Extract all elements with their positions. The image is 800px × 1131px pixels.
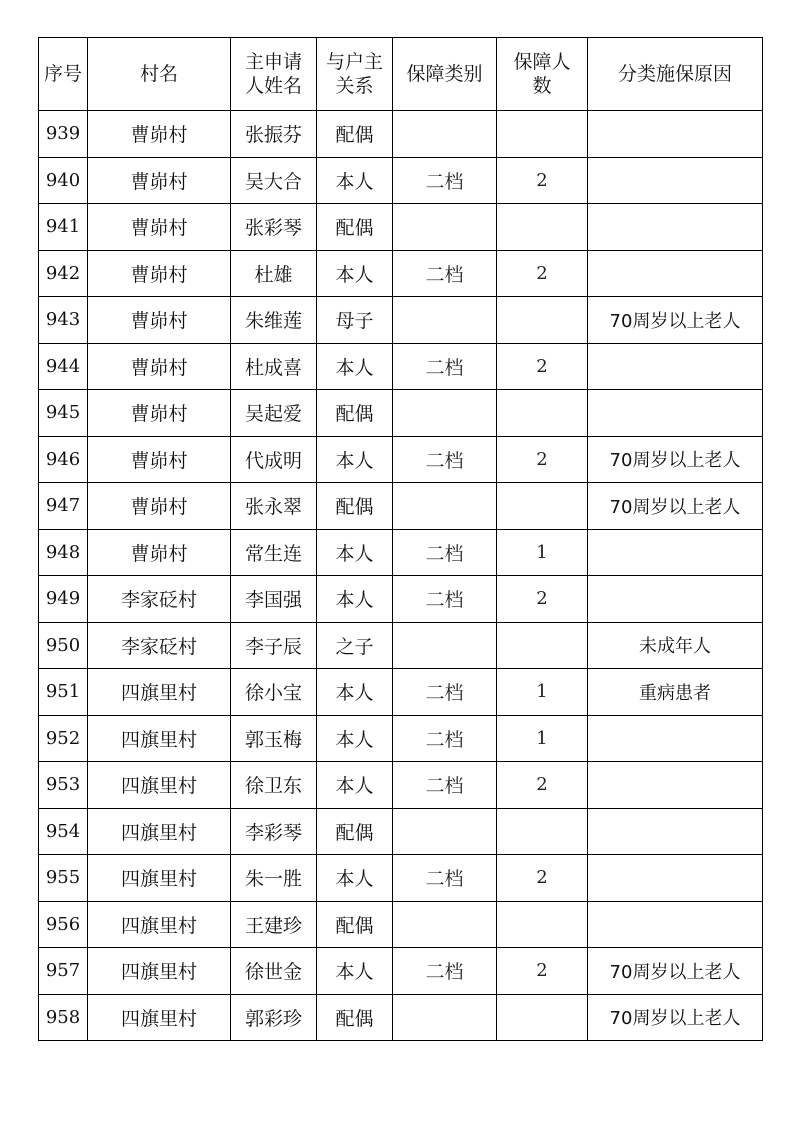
cell-reason bbox=[588, 529, 763, 576]
cell-reason bbox=[588, 157, 763, 204]
cell-no: 954 bbox=[39, 808, 88, 855]
cell-village: 曹峁村 bbox=[88, 529, 231, 576]
header-row bbox=[39, 38, 763, 111]
cell-count: 2 bbox=[497, 250, 588, 297]
table-row bbox=[39, 948, 763, 995]
cell-name: 张永翠 bbox=[231, 483, 317, 530]
cell-category: 二档 bbox=[393, 157, 497, 204]
cell-count bbox=[497, 204, 588, 251]
cell-category: 二档 bbox=[393, 948, 497, 995]
cell-no: 947 bbox=[39, 483, 88, 530]
cell-village: 李家砭村 bbox=[88, 622, 231, 669]
table-row bbox=[39, 529, 763, 576]
table-row bbox=[39, 436, 763, 483]
cell-category: 二档 bbox=[393, 576, 497, 623]
table-body bbox=[39, 111, 763, 1041]
cell-no: 943 bbox=[39, 297, 88, 344]
cell-village: 四旗里村 bbox=[88, 715, 231, 762]
cell-reason: 重病患者 bbox=[588, 669, 763, 716]
table-row bbox=[39, 483, 763, 530]
cell-village: 曹峁村 bbox=[88, 483, 231, 530]
cell-village: 四旗里村 bbox=[88, 762, 231, 809]
cell-village: 四旗里村 bbox=[88, 994, 231, 1041]
cell-name: 代成明 bbox=[231, 436, 317, 483]
header-applicant-name: 主申请 人姓名 bbox=[231, 38, 317, 111]
cell-category: 二档 bbox=[393, 529, 497, 576]
cell-no: 942 bbox=[39, 250, 88, 297]
cell-category bbox=[393, 622, 497, 669]
cell-category: 二档 bbox=[393, 715, 497, 762]
cell-name: 李国强 bbox=[231, 576, 317, 623]
cell-relation: 本人 bbox=[317, 343, 393, 390]
cell-no: 950 bbox=[39, 622, 88, 669]
cell-village: 曹峁村 bbox=[88, 111, 231, 158]
cell-relation: 本人 bbox=[317, 855, 393, 902]
cell-reason bbox=[588, 576, 763, 623]
cell-name: 张振芬 bbox=[231, 111, 317, 158]
cell-relation: 本人 bbox=[317, 529, 393, 576]
cell-relation: 本人 bbox=[317, 669, 393, 716]
cell-category bbox=[393, 994, 497, 1041]
cell-category bbox=[393, 297, 497, 344]
cell-count: 1 bbox=[497, 715, 588, 762]
cell-no: 946 bbox=[39, 436, 88, 483]
cell-reason: 70周岁以上老人 bbox=[588, 297, 763, 344]
cell-relation: 本人 bbox=[317, 948, 393, 995]
cell-count: 2 bbox=[497, 343, 588, 390]
cell-count: 2 bbox=[497, 157, 588, 204]
cell-reason bbox=[588, 715, 763, 762]
cell-no: 941 bbox=[39, 204, 88, 251]
table-row bbox=[39, 343, 763, 390]
cell-reason bbox=[588, 901, 763, 948]
header-reason: 分类施保原因 bbox=[588, 38, 763, 111]
cell-count bbox=[497, 483, 588, 530]
header-village: 村名 bbox=[88, 38, 231, 111]
cell-relation: 母子 bbox=[317, 297, 393, 344]
cell-no: 940 bbox=[39, 157, 88, 204]
cell-count bbox=[497, 994, 588, 1041]
cell-village: 曹峁村 bbox=[88, 250, 231, 297]
cell-village: 四旗里村 bbox=[88, 669, 231, 716]
header-no: 序号 bbox=[39, 38, 88, 111]
cell-reason: 70周岁以上老人 bbox=[588, 948, 763, 995]
cell-village: 曹峁村 bbox=[88, 343, 231, 390]
table-row bbox=[39, 157, 763, 204]
cell-relation: 本人 bbox=[317, 436, 393, 483]
cell-no: 958 bbox=[39, 994, 88, 1041]
table-header bbox=[39, 38, 763, 111]
cell-village: 四旗里村 bbox=[88, 808, 231, 855]
cell-reason: 70周岁以上老人 bbox=[588, 483, 763, 530]
cell-village: 曹峁村 bbox=[88, 297, 231, 344]
cell-village: 曹峁村 bbox=[88, 390, 231, 437]
cell-relation: 配偶 bbox=[317, 483, 393, 530]
table-row bbox=[39, 390, 763, 437]
cell-no: 944 bbox=[39, 343, 88, 390]
cell-category bbox=[393, 808, 497, 855]
cell-relation: 本人 bbox=[317, 157, 393, 204]
cell-reason bbox=[588, 204, 763, 251]
cell-reason: 70周岁以上老人 bbox=[588, 994, 763, 1041]
cell-reason bbox=[588, 343, 763, 390]
table-row bbox=[39, 994, 763, 1041]
cell-name: 王建珍 bbox=[231, 901, 317, 948]
cell-no: 945 bbox=[39, 390, 88, 437]
cell-relation: 本人 bbox=[317, 576, 393, 623]
household-roster-table bbox=[38, 37, 763, 1041]
table-row bbox=[39, 111, 763, 158]
table-row bbox=[39, 808, 763, 855]
cell-name: 徐世金 bbox=[231, 948, 317, 995]
cell-reason bbox=[588, 250, 763, 297]
cell-category bbox=[393, 111, 497, 158]
header-relation: 与户主 关系 bbox=[317, 38, 393, 111]
cell-name: 吴大合 bbox=[231, 157, 317, 204]
cell-category bbox=[393, 390, 497, 437]
cell-village: 曹峁村 bbox=[88, 436, 231, 483]
cell-category bbox=[393, 901, 497, 948]
cell-relation: 本人 bbox=[317, 715, 393, 762]
cell-reason bbox=[588, 808, 763, 855]
cell-name: 郭彩珍 bbox=[231, 994, 317, 1041]
cell-name: 杜成喜 bbox=[231, 343, 317, 390]
cell-no: 951 bbox=[39, 669, 88, 716]
cell-village: 曹峁村 bbox=[88, 204, 231, 251]
cell-reason: 未成年人 bbox=[588, 622, 763, 669]
cell-no: 939 bbox=[39, 111, 88, 158]
table-row bbox=[39, 669, 763, 716]
cell-count: 2 bbox=[497, 436, 588, 483]
cell-count bbox=[497, 297, 588, 344]
cell-village: 四旗里村 bbox=[88, 855, 231, 902]
cell-relation: 本人 bbox=[317, 250, 393, 297]
table-row bbox=[39, 622, 763, 669]
cell-name: 李彩琴 bbox=[231, 808, 317, 855]
cell-reason bbox=[588, 855, 763, 902]
cell-relation: 配偶 bbox=[317, 111, 393, 158]
cell-no: 953 bbox=[39, 762, 88, 809]
table-row bbox=[39, 576, 763, 623]
cell-count: 1 bbox=[497, 529, 588, 576]
table-row bbox=[39, 250, 763, 297]
cell-category bbox=[393, 483, 497, 530]
cell-reason: 70周岁以上老人 bbox=[588, 436, 763, 483]
cell-name: 常生连 bbox=[231, 529, 317, 576]
cell-relation: 之子 bbox=[317, 622, 393, 669]
table-row bbox=[39, 762, 763, 809]
cell-no: 955 bbox=[39, 855, 88, 902]
cell-count: 2 bbox=[497, 855, 588, 902]
cell-village: 李家砭村 bbox=[88, 576, 231, 623]
header-category: 保障类别 bbox=[393, 38, 497, 111]
cell-relation: 配偶 bbox=[317, 390, 393, 437]
cell-category: 二档 bbox=[393, 762, 497, 809]
cell-category: 二档 bbox=[393, 855, 497, 902]
cell-no: 949 bbox=[39, 576, 88, 623]
cell-name: 张彩琴 bbox=[231, 204, 317, 251]
cell-category: 二档 bbox=[393, 250, 497, 297]
cell-relation: 配偶 bbox=[317, 204, 393, 251]
cell-name: 郭玉梅 bbox=[231, 715, 317, 762]
cell-no: 948 bbox=[39, 529, 88, 576]
cell-category: 二档 bbox=[393, 343, 497, 390]
cell-relation: 配偶 bbox=[317, 808, 393, 855]
cell-relation: 配偶 bbox=[317, 994, 393, 1041]
table-row bbox=[39, 204, 763, 251]
cell-count bbox=[497, 390, 588, 437]
cell-count bbox=[497, 808, 588, 855]
cell-village: 四旗里村 bbox=[88, 948, 231, 995]
cell-reason bbox=[588, 111, 763, 158]
cell-reason bbox=[588, 390, 763, 437]
cell-count bbox=[497, 622, 588, 669]
cell-name: 朱维莲 bbox=[231, 297, 317, 344]
cell-count bbox=[497, 901, 588, 948]
table-row bbox=[39, 901, 763, 948]
header-count: 保障人 数 bbox=[497, 38, 588, 111]
cell-category: 二档 bbox=[393, 436, 497, 483]
cell-name: 杜雄 bbox=[231, 250, 317, 297]
cell-count: 1 bbox=[497, 669, 588, 716]
cell-village: 四旗里村 bbox=[88, 901, 231, 948]
cell-category bbox=[393, 204, 497, 251]
cell-count: 2 bbox=[497, 576, 588, 623]
cell-name: 朱一胜 bbox=[231, 855, 317, 902]
table-row bbox=[39, 855, 763, 902]
cell-name: 徐小宝 bbox=[231, 669, 317, 716]
cell-no: 956 bbox=[39, 901, 88, 948]
table-row bbox=[39, 715, 763, 762]
cell-category: 二档 bbox=[393, 669, 497, 716]
cell-village: 曹峁村 bbox=[88, 157, 231, 204]
cell-count bbox=[497, 111, 588, 158]
cell-count: 2 bbox=[497, 762, 588, 809]
cell-count: 2 bbox=[497, 948, 588, 995]
cell-no: 957 bbox=[39, 948, 88, 995]
cell-name: 李子辰 bbox=[231, 622, 317, 669]
cell-no: 952 bbox=[39, 715, 88, 762]
cell-name: 徐卫东 bbox=[231, 762, 317, 809]
cell-relation: 本人 bbox=[317, 762, 393, 809]
cell-reason bbox=[588, 762, 763, 809]
cell-name: 吴起爱 bbox=[231, 390, 317, 437]
table-row bbox=[39, 297, 763, 344]
cell-relation: 配偶 bbox=[317, 901, 393, 948]
